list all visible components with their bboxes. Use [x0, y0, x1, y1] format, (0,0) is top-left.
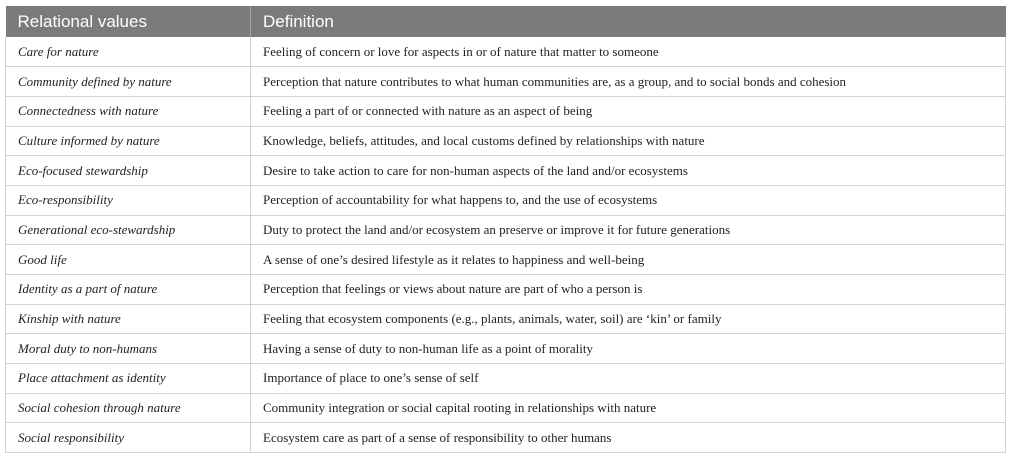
definition-cell: A sense of one’s desired lifestyle as it relates to happiness and well-being	[251, 245, 1006, 275]
relational-value-cell: Care for nature	[6, 37, 251, 67]
table-row	[6, 37, 1006, 67]
column-header-relational-values: Relational values	[6, 6, 251, 37]
definition-cell: Community integration or social capital rooting in relationships with nature	[251, 393, 1006, 423]
table-row	[6, 334, 1006, 364]
table-row	[6, 423, 1006, 453]
relational-values-table-container	[5, 6, 1005, 453]
relational-value-cell: Identity as a part of nature	[6, 275, 251, 305]
relational-value-cell: Eco-focused stewardship	[6, 156, 251, 186]
relational-value-cell: Eco-responsibility	[6, 185, 251, 215]
table-row	[6, 275, 1006, 305]
definition-cell: Feeling a part of or connected with nature as an aspect of being	[251, 96, 1006, 126]
relational-value-cell: Culture informed by nature	[6, 126, 251, 156]
definition-cell: Feeling that ecosystem components (e.g., plants, animals, water, soil) are ‘kin’ or family	[251, 304, 1006, 334]
table-row	[6, 215, 1006, 245]
relational-value-cell: Connectedness with nature	[6, 96, 251, 126]
table-row	[6, 364, 1006, 394]
relational-value-cell: Good life	[6, 245, 251, 275]
table-row	[6, 393, 1006, 423]
table-row	[6, 126, 1006, 156]
table-header-row	[6, 6, 1006, 37]
table-row	[6, 156, 1006, 186]
table-row	[6, 185, 1006, 215]
definition-cell: Duty to protect the land and/or ecosystem an preserve or improve it for future generations	[251, 215, 1006, 245]
relational-value-cell: Place attachment as identity	[6, 364, 251, 394]
table-row	[6, 304, 1006, 334]
definition-cell: Desire to take action to care for non-human aspects of the land and/or ecosystems	[251, 156, 1006, 186]
definition-cell: Perception that feelings or views about nature are part of who a person is	[251, 275, 1006, 305]
definition-cell: Having a sense of duty to non-human life as a point of morality	[251, 334, 1006, 364]
relational-value-cell: Social responsibility	[6, 423, 251, 453]
definition-cell: Ecosystem care as part of a sense of responsibility to other humans	[251, 423, 1006, 453]
definition-cell: Perception that nature contributes to what human communities are, as a group, and to social bonds and cohesion	[251, 67, 1006, 97]
relational-value-cell: Generational eco-stewardship	[6, 215, 251, 245]
relational-value-cell: Community defined by nature	[6, 67, 251, 97]
definition-cell: Perception of accountability for what happens to, and the use of ecosystems	[251, 185, 1006, 215]
table-row	[6, 96, 1006, 126]
definition-cell: Knowledge, beliefs, attitudes, and local customs defined by relationships with nature	[251, 126, 1006, 156]
relational-value-cell: Social cohesion through nature	[6, 393, 251, 423]
definition-cell: Feeling of concern or love for aspects in or of nature that matter to someone	[251, 37, 1006, 67]
table-row	[6, 67, 1006, 97]
relational-value-cell: Kinship with nature	[6, 304, 251, 334]
table-row	[6, 245, 1006, 275]
relational-values-table	[5, 6, 1006, 453]
relational-value-cell: Moral duty to non-humans	[6, 334, 251, 364]
definition-cell: Importance of place to one’s sense of self	[251, 364, 1006, 394]
column-header-definition: Definition	[251, 6, 1006, 37]
